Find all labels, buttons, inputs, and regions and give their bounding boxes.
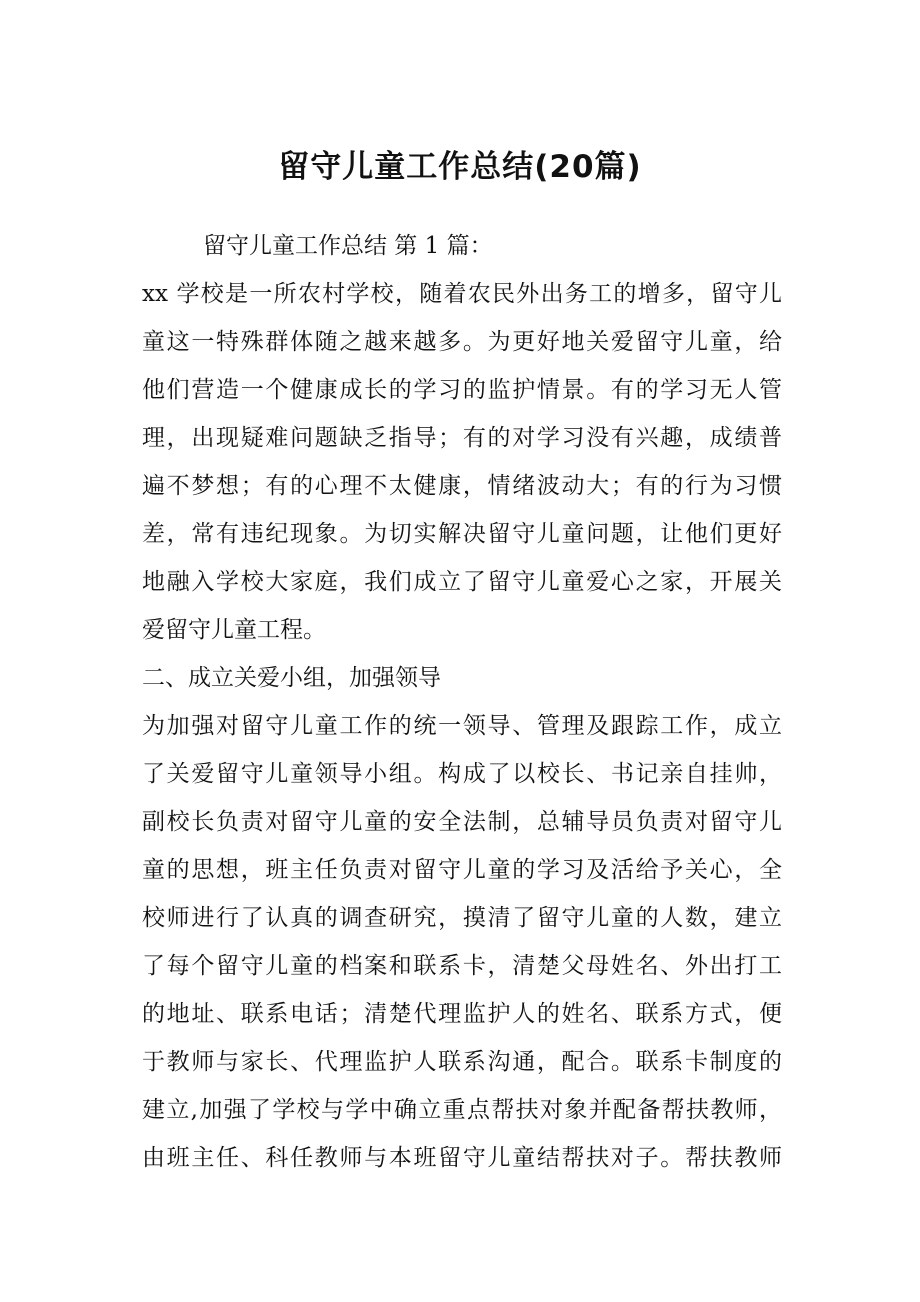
text-line: 遍不梦想；有的心理不太健康，情绪波动大；有的行为习惯 — [142, 473, 782, 499]
text-line: 理，出现疑难问题缺乏指导；有的对学习没有兴趣，成绩普 — [142, 425, 782, 451]
text-line: 建立,加强了学校与学中确立重点帮扶对象并配备帮扶教师， — [142, 1097, 782, 1123]
text-line: xx 学校是一所农村学校，随着农民外出务工的增多，留守儿 — [142, 281, 782, 307]
section-subheading: 留守儿童工作总结 第 1 篇： — [203, 233, 493, 259]
text-line: 为加强对留守儿童工作的统一领导、管理及跟踪工作，成立 — [142, 713, 782, 739]
document-body — [142, 270, 782, 1182]
text-line: 了每个留守儿童的档案和联系卡，清楚父母姓名、外出打工 — [142, 953, 782, 979]
text-line: 二、成立关爱小组，加强领导 — [142, 665, 441, 691]
text-line: 于教师与家长、代理监护人联系沟通，配合。联系卡制度的 — [142, 1049, 782, 1075]
text-line: 差，常有违纪现象。为切实解决留守儿童问题，让他们更好 — [142, 521, 782, 547]
text-line: 校师进行了认真的调查研究，摸清了留守儿童的人数，建立 — [142, 905, 782, 931]
text-line: 他们营造一个健康成长的学习的监护情景。有的学习无人管 — [142, 377, 782, 403]
text-line: 的地址、联系电话；清楚代理监护人的姓名、联系方式，便 — [142, 1001, 782, 1027]
text-line: 地融入学校大家庭，我们成立了留守儿童爱心之家，开展关 — [142, 569, 782, 595]
text-line: 童这一特殊群体随之越来越多。为更好地关爱留守儿童，给 — [142, 329, 782, 355]
document-title: 留守儿童工作总结(20篇) — [278, 149, 642, 185]
text-line: 了关爱留守儿童领导小组。构成了以校长、书记亲自挂帅， — [142, 761, 782, 787]
text-line: 童的思想，班主任负责对留守儿童的学习及活给予关心，全 — [142, 857, 782, 883]
text-line: 由班主任、科任教师与本班留守儿童结帮扶对子。帮扶教师 — [142, 1145, 782, 1171]
text-line: 爱留守儿童工程。 — [142, 617, 326, 643]
text-line: 副校长负责对留守儿童的安全法制，总辅导员负责对留守儿 — [142, 809, 782, 835]
